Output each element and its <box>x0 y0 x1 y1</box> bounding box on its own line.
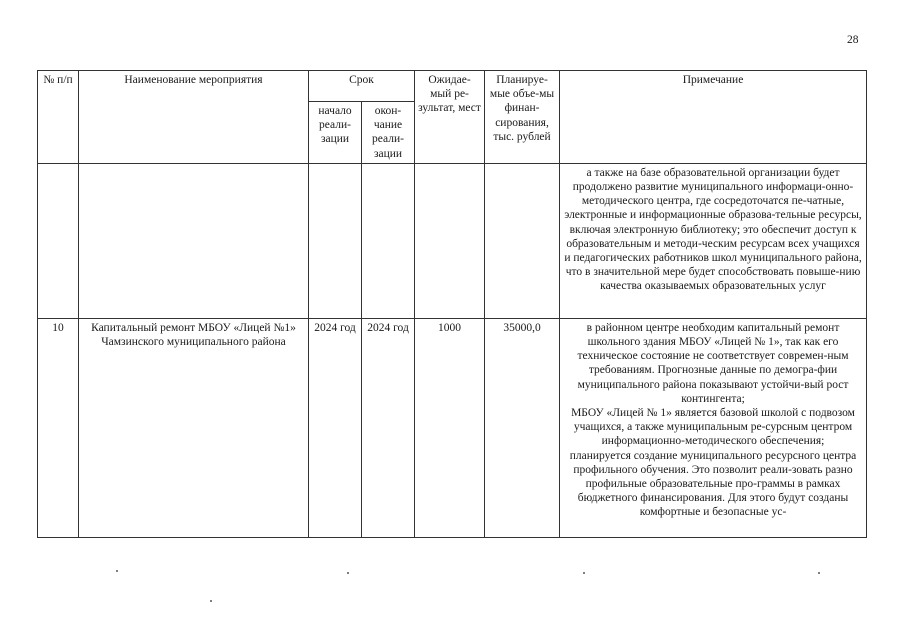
header-start: начало реали-зации <box>309 102 362 164</box>
cell-funding <box>485 163 560 318</box>
cell-start: 2024 год <box>309 318 362 537</box>
header-end: окон-чание реали-зации <box>362 102 415 164</box>
cell-result <box>415 163 485 318</box>
cell-end: 2024 год <box>362 318 415 537</box>
header-row <box>38 71 867 102</box>
cell-num: 10 <box>38 318 79 537</box>
table-row <box>38 163 867 318</box>
cell-result: 1000 <box>415 318 485 537</box>
cell-name: Капитальный ремонт МБОУ «Лицей №1» Чамзинского муниципального района <box>79 318 309 537</box>
note-paragraph: в районном центре необходим капитальный ремонт школьного здания МБОУ «Лицей № 1», так как его техническое состояние не соответствует современ-ным требованиям. Прогнозные данные по демогра-фии муниципального района показывают устойчи-вый рост контингента; <box>577 321 849 405</box>
header-name: Наименование мероприятия <box>79 71 309 164</box>
note-paragraph: а также на базе образовательной организации будет продолжено развитие муниципального информаци-онно-методического центра, где сосредоточатся пе-чатные, электронные и информационные образова-тельные ресурсы, включая электронную библиотеку; это обеспечит доступ к образовательным и методи-ческим ресурсам всех учащихся и педагогических работников школ муниципального района, что в значительной мере будет способствовать повыше-нию качества оказываемых образовательных услуг <box>564 166 862 293</box>
cell-end <box>362 163 415 318</box>
header-result: Ожидае-мый ре-зультат, мест <box>415 71 485 164</box>
cell-name <box>79 163 309 318</box>
cell-start <box>309 163 362 318</box>
events-table <box>37 70 867 538</box>
cell-funding: 35000,0 <box>485 318 560 537</box>
note-paragraph: МБОУ «Лицей № 1» является базовой школой с подвозом учащихся, а также муниципальным ре-сурсным центром информационно-методического обеспечения; <box>571 407 855 448</box>
table-row <box>38 318 867 537</box>
cell-note <box>560 163 867 318</box>
page-number: 28 <box>847 34 859 46</box>
header-num: № п/п <box>38 71 79 164</box>
header-note: Примечание <box>560 71 867 164</box>
note-paragraph: планируется создание муниципального ресурсного центра профильного обучения. Это позволит реали-зовать разно профильные образовательные про-граммы в рамках бюджетного финансирования. Для этого будут созданы комфортные и безопасные ус- <box>569 449 857 519</box>
header-funding: Планируе-мые объе-мы финан-сирования, тыс. рублей <box>485 71 560 164</box>
header-term: Срок <box>309 71 415 102</box>
cell-num <box>38 163 79 318</box>
cell-note <box>560 318 867 537</box>
